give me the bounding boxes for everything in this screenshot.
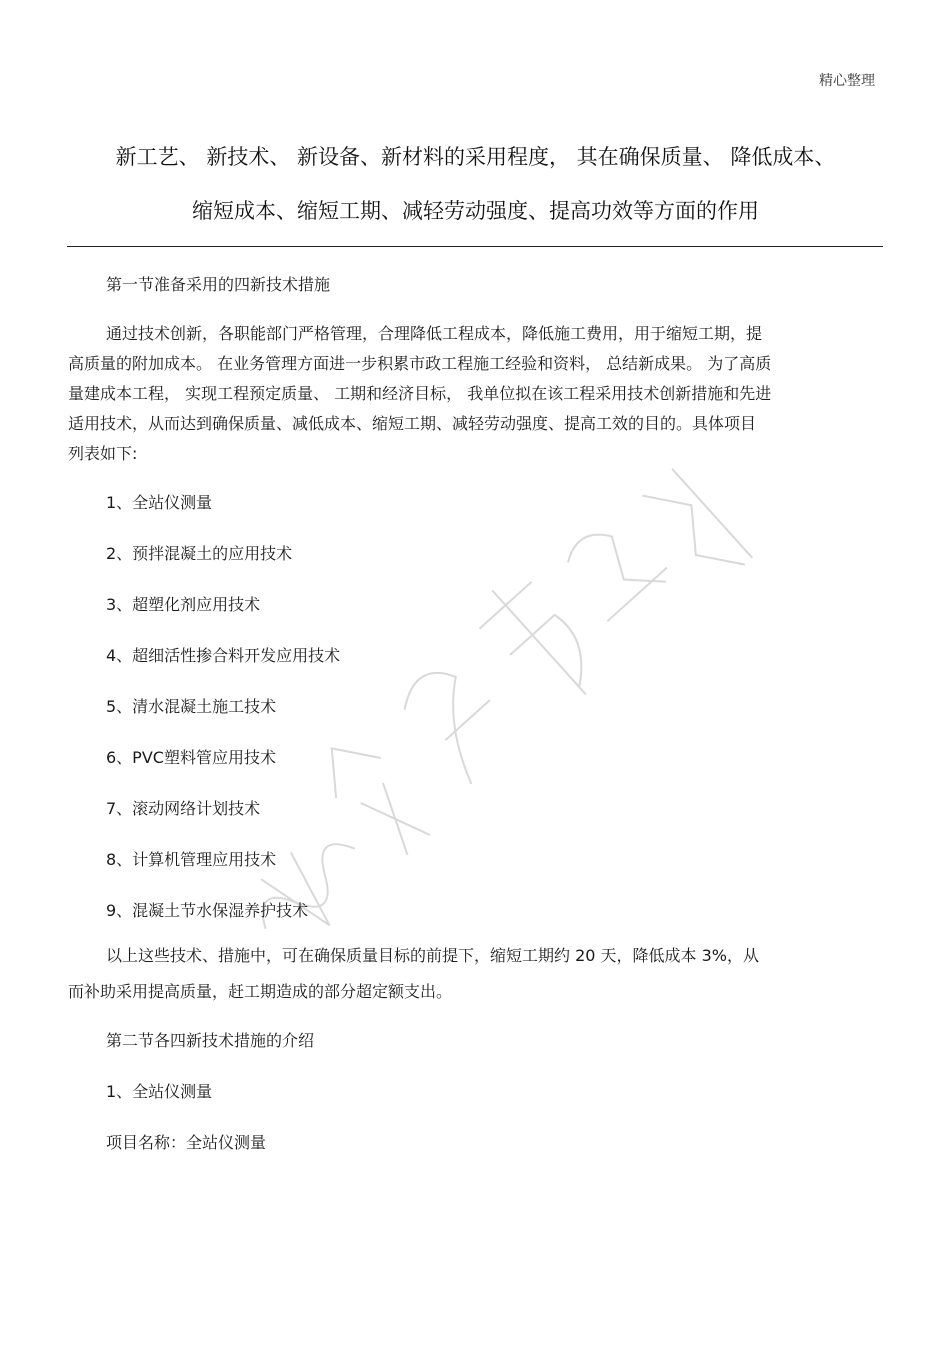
section-2-item-1: 1、全站仪测量 (106, 1082, 213, 1101)
project-name: 项目名称：全站仪测量 (106, 1133, 267, 1152)
title-divider (67, 246, 883, 247)
section-1-heading: 第一节准备采用的四新技术措施 (106, 275, 331, 294)
intro-line: 适用技术，从而达到确保质量、减低成本、缩短工期、减轻劳动强度、提高工效的目的。具体项目 (68, 414, 757, 433)
list-item: 8、计算机管理应用技术 (106, 850, 277, 869)
list-item: 4、超细活性掺合料开发应用技术 (106, 646, 341, 665)
document-title (68, 130, 883, 238)
list-item: 9、混凝土节水保湿养护技术 (106, 901, 309, 920)
section-1-intro (68, 319, 883, 469)
list-item: 1、全站仪测量 (106, 493, 213, 512)
intro-line: 通过技术创新，各职能部门严格管理，合理降低工程成本，降低施工费用，用于缩短工期，提 (106, 324, 763, 343)
technique-list (68, 486, 883, 928)
section-1-summary (68, 938, 883, 1010)
list-item: 5、清水混凝土施工技术 (106, 697, 277, 716)
summary-line: 而补助采用提高质量，赶工期造成的部分超定额支出。 (68, 982, 453, 1001)
intro-line: 列表如下: (68, 444, 138, 463)
document-body (68, 268, 883, 1177)
summary-line: 以上这些技术、措施中，可在确保质量目标的前提下，缩短工期约 20 天，降低成本 3%，从 (106, 946, 760, 965)
intro-line: 量建成本工程， 实现工程预定质量、 工期和经济目标， 我单位拟在该工程采用技术创新措施和先进 (68, 384, 772, 403)
list-item: 3、超塑化剂应用技术 (106, 595, 261, 614)
section-2-heading: 第二节各四新技术措施的介绍 (106, 1031, 315, 1050)
title-line-2: 缩短成本、缩短工期、减轻劳动强度、提高功效等方面的作用 (192, 199, 759, 223)
title-line-1: 新工艺、 新技术、 新设备、新材料的采用程度， 其在确保质量、 降低成本、 (115, 145, 836, 169)
intro-line: 高质量的附加成本。 在业务管理方面进一步积累市政工程施工经验和资料， 总结新成果。 为了高质 (68, 354, 772, 373)
list-item: 2、预拌混凝土的应用技术 (106, 544, 293, 563)
list-item: 6、PVC塑料管应用技术 (106, 748, 276, 767)
list-item: 7、滚动网络计划技术 (106, 799, 261, 818)
header-note: 精心整理 (819, 73, 875, 89)
